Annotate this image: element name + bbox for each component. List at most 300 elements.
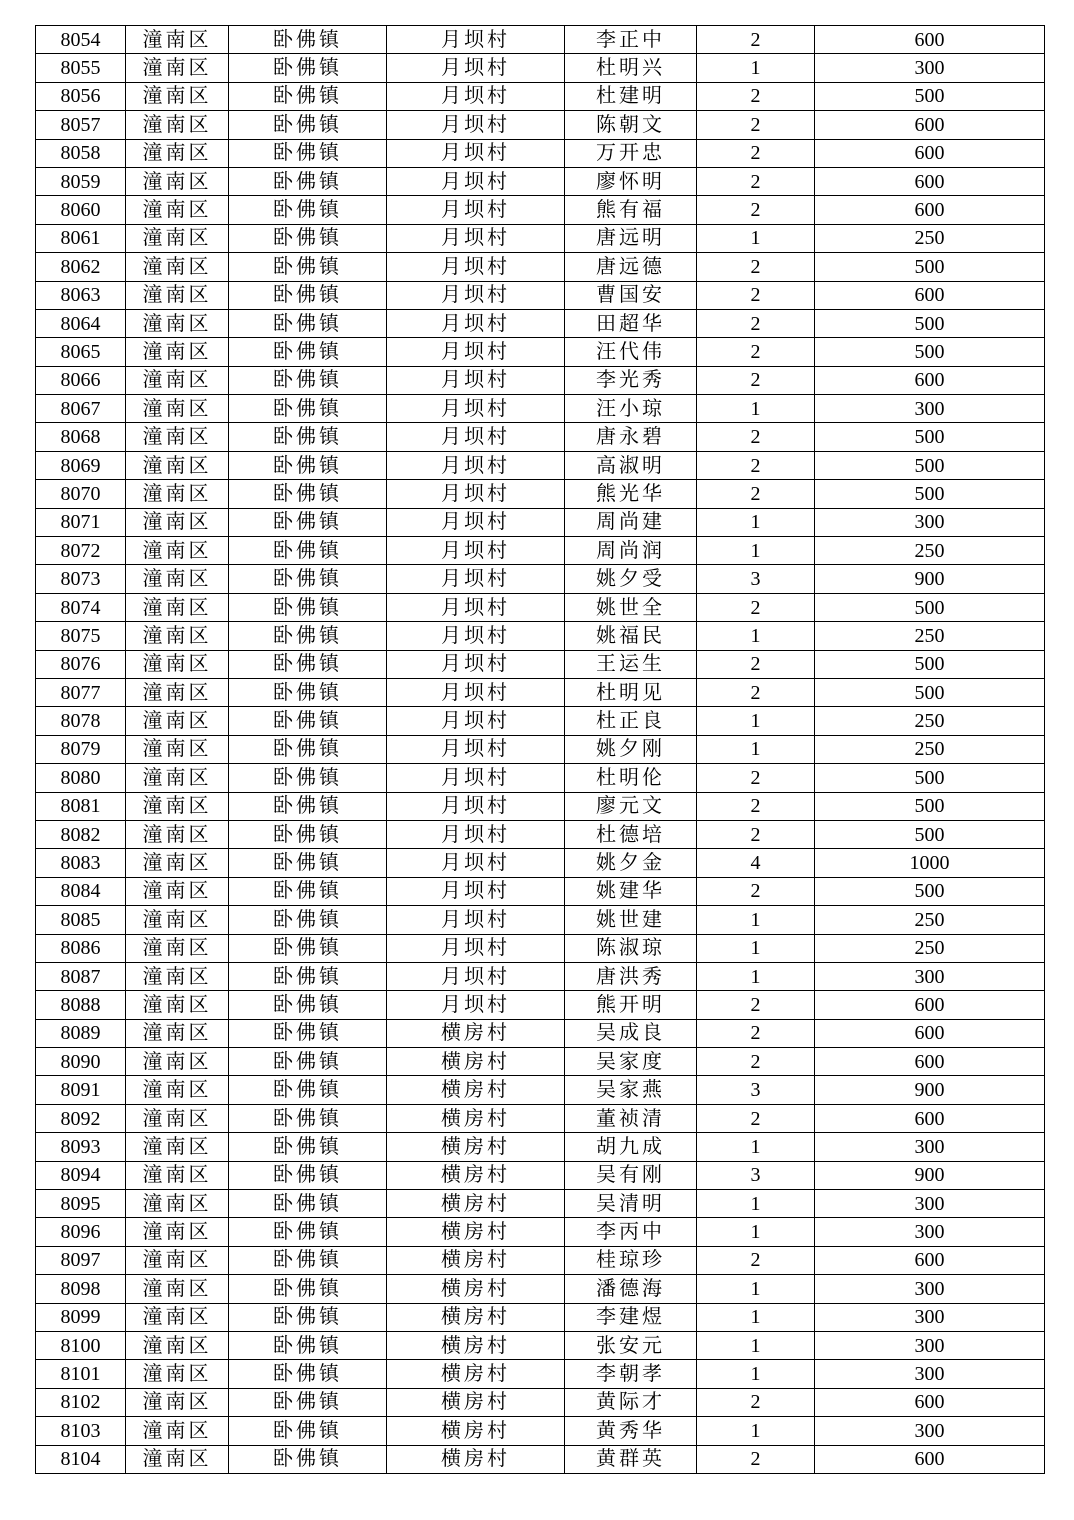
serial-number-cell: 8066 [36, 366, 126, 394]
town-cell: 卧佛镇 [229, 1190, 387, 1218]
town-cell: 卧佛镇 [229, 366, 387, 394]
amount-cell: 600 [815, 1019, 1045, 1047]
name-cell: 姚夕受 [565, 565, 697, 593]
name-cell: 姚世全 [565, 593, 697, 621]
name-cell: 陈朝文 [565, 111, 697, 139]
name-cell: 周尚建 [565, 508, 697, 536]
name-cell: 杜德培 [565, 820, 697, 848]
serial-number-cell: 8092 [36, 1104, 126, 1132]
household-count-cell: 1 [697, 1331, 815, 1359]
village-cell: 月坝村 [387, 167, 565, 195]
district-cell: 潼南区 [126, 934, 229, 962]
serial-number-cell: 8078 [36, 707, 126, 735]
serial-number-cell: 8067 [36, 395, 126, 423]
village-cell: 横房村 [387, 1104, 565, 1132]
name-cell: 吴清明 [565, 1190, 697, 1218]
table-row [36, 451, 1045, 479]
table-row [36, 991, 1045, 1019]
household-count-cell: 2 [697, 281, 815, 309]
district-cell: 潼南区 [126, 167, 229, 195]
table-row [36, 1303, 1045, 1331]
name-cell: 曹国安 [565, 281, 697, 309]
serial-number-cell: 8074 [36, 593, 126, 621]
household-count-cell: 1 [697, 962, 815, 990]
serial-number-cell: 8073 [36, 565, 126, 593]
village-cell: 横房村 [387, 1190, 565, 1218]
table-row [36, 735, 1045, 763]
table-row [36, 423, 1045, 451]
district-cell: 潼南区 [126, 338, 229, 366]
town-cell: 卧佛镇 [229, 395, 387, 423]
amount-cell: 600 [815, 1388, 1045, 1416]
table-row [36, 338, 1045, 366]
household-count-cell: 1 [697, 707, 815, 735]
serial-number-cell: 8056 [36, 82, 126, 110]
serial-number-cell: 8079 [36, 735, 126, 763]
household-count-cell: 2 [697, 1388, 815, 1416]
town-cell: 卧佛镇 [229, 281, 387, 309]
name-cell: 黄际才 [565, 1388, 697, 1416]
town-cell: 卧佛镇 [229, 1246, 387, 1274]
town-cell: 卧佛镇 [229, 1161, 387, 1189]
town-cell: 卧佛镇 [229, 849, 387, 877]
village-cell: 月坝村 [387, 253, 565, 281]
amount-cell: 500 [815, 82, 1045, 110]
table-row [36, 1275, 1045, 1303]
district-cell: 潼南区 [126, 366, 229, 394]
table-row [36, 224, 1045, 252]
town-cell: 卧佛镇 [229, 934, 387, 962]
amount-cell: 500 [815, 764, 1045, 792]
village-cell: 横房村 [387, 1048, 565, 1076]
name-cell: 姚福民 [565, 622, 697, 650]
table-row [36, 820, 1045, 848]
serial-number-cell: 8085 [36, 906, 126, 934]
district-cell: 潼南区 [126, 565, 229, 593]
serial-number-cell: 8061 [36, 224, 126, 252]
serial-number-cell: 8057 [36, 111, 126, 139]
table-row [36, 309, 1045, 337]
household-count-cell: 3 [697, 1161, 815, 1189]
name-cell: 田超华 [565, 309, 697, 337]
serial-number-cell: 8102 [36, 1388, 126, 1416]
serial-number-cell: 8076 [36, 650, 126, 678]
amount-cell: 500 [815, 593, 1045, 621]
household-count-cell: 1 [697, 735, 815, 763]
name-cell: 吴有刚 [565, 1161, 697, 1189]
serial-number-cell: 8082 [36, 820, 126, 848]
household-count-cell: 1 [697, 906, 815, 934]
town-cell: 卧佛镇 [229, 82, 387, 110]
district-cell: 潼南区 [126, 678, 229, 706]
table-row [36, 395, 1045, 423]
amount-cell: 300 [815, 1303, 1045, 1331]
name-cell: 姚世建 [565, 906, 697, 934]
name-cell: 李朝孝 [565, 1360, 697, 1388]
household-count-cell: 2 [697, 366, 815, 394]
district-cell: 潼南区 [126, 764, 229, 792]
table-row [36, 1417, 1045, 1445]
household-count-cell: 1 [697, 622, 815, 650]
town-cell: 卧佛镇 [229, 1218, 387, 1246]
serial-number-cell: 8091 [36, 1076, 126, 1104]
household-count-cell: 1 [697, 1190, 815, 1218]
name-cell: 唐洪秀 [565, 962, 697, 990]
household-count-cell: 2 [697, 338, 815, 366]
household-count-cell: 1 [697, 1417, 815, 1445]
amount-cell: 300 [815, 395, 1045, 423]
district-cell: 潼南区 [126, 480, 229, 508]
amount-cell: 1000 [815, 849, 1045, 877]
amount-cell: 500 [815, 253, 1045, 281]
table-row [36, 622, 1045, 650]
town-cell: 卧佛镇 [229, 1445, 387, 1473]
town-cell: 卧佛镇 [229, 139, 387, 167]
village-cell: 横房村 [387, 1246, 565, 1274]
table-row [36, 678, 1045, 706]
amount-cell: 500 [815, 820, 1045, 848]
district-cell: 潼南区 [126, 1388, 229, 1416]
village-cell: 月坝村 [387, 196, 565, 224]
village-cell: 横房村 [387, 1275, 565, 1303]
town-cell: 卧佛镇 [229, 1019, 387, 1047]
household-count-cell: 2 [697, 309, 815, 337]
amount-cell: 250 [815, 622, 1045, 650]
village-cell: 月坝村 [387, 309, 565, 337]
town-cell: 卧佛镇 [229, 224, 387, 252]
district-cell: 潼南区 [126, 224, 229, 252]
village-cell: 横房村 [387, 1417, 565, 1445]
serial-number-cell: 8094 [36, 1161, 126, 1189]
amount-cell: 500 [815, 338, 1045, 366]
town-cell: 卧佛镇 [229, 906, 387, 934]
district-cell: 潼南区 [126, 1331, 229, 1359]
household-count-cell: 2 [697, 820, 815, 848]
village-cell: 月坝村 [387, 622, 565, 650]
serial-number-cell: 8083 [36, 849, 126, 877]
amount-cell: 500 [815, 423, 1045, 451]
village-cell: 月坝村 [387, 962, 565, 990]
serial-number-cell: 8063 [36, 281, 126, 309]
table-row [36, 1445, 1045, 1473]
village-cell: 月坝村 [387, 508, 565, 536]
district-cell: 潼南区 [126, 26, 229, 54]
amount-cell: 300 [815, 1417, 1045, 1445]
name-cell: 李光秀 [565, 366, 697, 394]
table-row [36, 906, 1045, 934]
district-cell: 潼南区 [126, 508, 229, 536]
village-cell: 月坝村 [387, 480, 565, 508]
table-row [36, 764, 1045, 792]
village-cell: 横房村 [387, 1445, 565, 1473]
household-count-cell: 2 [697, 451, 815, 479]
serial-number-cell: 8101 [36, 1360, 126, 1388]
district-cell: 潼南区 [126, 650, 229, 678]
household-count-cell: 2 [697, 764, 815, 792]
town-cell: 卧佛镇 [229, 54, 387, 82]
serial-number-cell: 8090 [36, 1048, 126, 1076]
household-count-cell: 1 [697, 1133, 815, 1161]
amount-cell: 600 [815, 281, 1045, 309]
household-count-cell: 1 [697, 537, 815, 565]
district-cell: 潼南区 [126, 820, 229, 848]
district-cell: 潼南区 [126, 54, 229, 82]
village-cell: 月坝村 [387, 877, 565, 905]
name-cell: 熊光华 [565, 480, 697, 508]
household-count-cell: 2 [697, 82, 815, 110]
household-count-cell: 2 [697, 991, 815, 1019]
amount-cell: 500 [815, 792, 1045, 820]
serial-number-cell: 8070 [36, 480, 126, 508]
serial-number-cell: 8059 [36, 167, 126, 195]
district-cell: 潼南区 [126, 1445, 229, 1473]
name-cell: 万开忠 [565, 139, 697, 167]
town-cell: 卧佛镇 [229, 820, 387, 848]
town-cell: 卧佛镇 [229, 593, 387, 621]
amount-cell: 300 [815, 1331, 1045, 1359]
name-cell: 李建煜 [565, 1303, 697, 1331]
town-cell: 卧佛镇 [229, 1417, 387, 1445]
serial-number-cell: 8099 [36, 1303, 126, 1331]
town-cell: 卧佛镇 [229, 1360, 387, 1388]
district-cell: 潼南区 [126, 991, 229, 1019]
household-count-cell: 2 [697, 26, 815, 54]
name-cell: 李正中 [565, 26, 697, 54]
serial-number-cell: 8093 [36, 1133, 126, 1161]
village-cell: 月坝村 [387, 906, 565, 934]
serial-number-cell: 8054 [36, 26, 126, 54]
household-count-cell: 2 [697, 1019, 815, 1047]
amount-cell: 250 [815, 735, 1045, 763]
serial-number-cell: 8060 [36, 196, 126, 224]
village-cell: 月坝村 [387, 224, 565, 252]
district-cell: 潼南区 [126, 1019, 229, 1047]
name-cell: 唐远明 [565, 224, 697, 252]
serial-number-cell: 8096 [36, 1218, 126, 1246]
household-count-cell: 2 [697, 877, 815, 905]
town-cell: 卧佛镇 [229, 480, 387, 508]
serial-number-cell: 8100 [36, 1331, 126, 1359]
serial-number-cell: 8103 [36, 1417, 126, 1445]
district-cell: 潼南区 [126, 906, 229, 934]
town-cell: 卧佛镇 [229, 167, 387, 195]
table-row [36, 1360, 1045, 1388]
name-cell: 胡九成 [565, 1133, 697, 1161]
village-cell: 横房村 [387, 1331, 565, 1359]
village-cell: 横房村 [387, 1133, 565, 1161]
table-row [36, 593, 1045, 621]
name-cell: 吴成良 [565, 1019, 697, 1047]
name-cell: 熊有福 [565, 196, 697, 224]
household-count-cell: 3 [697, 565, 815, 593]
amount-cell: 600 [815, 366, 1045, 394]
table-row [36, 111, 1045, 139]
town-cell: 卧佛镇 [229, 1076, 387, 1104]
serial-number-cell: 8077 [36, 678, 126, 706]
table-row [36, 877, 1045, 905]
name-cell: 王运生 [565, 650, 697, 678]
village-cell: 月坝村 [387, 395, 565, 423]
table-row [36, 82, 1045, 110]
village-cell: 横房村 [387, 1303, 565, 1331]
town-cell: 卧佛镇 [229, 451, 387, 479]
town-cell: 卧佛镇 [229, 1133, 387, 1161]
village-cell: 月坝村 [387, 366, 565, 394]
village-cell: 月坝村 [387, 593, 565, 621]
household-count-cell: 1 [697, 1360, 815, 1388]
table-row [36, 1331, 1045, 1359]
amount-cell: 250 [815, 537, 1045, 565]
town-cell: 卧佛镇 [229, 1388, 387, 1416]
town-cell: 卧佛镇 [229, 962, 387, 990]
town-cell: 卧佛镇 [229, 1104, 387, 1132]
table-row [36, 366, 1045, 394]
amount-cell: 600 [815, 1104, 1045, 1132]
district-cell: 潼南区 [126, 537, 229, 565]
district-cell: 潼南区 [126, 1417, 229, 1445]
household-count-cell: 2 [697, 196, 815, 224]
district-cell: 潼南区 [126, 281, 229, 309]
name-cell: 汪小琼 [565, 395, 697, 423]
name-cell: 李丙中 [565, 1218, 697, 1246]
table-row [36, 253, 1045, 281]
table-row [36, 1388, 1045, 1416]
household-count-cell: 2 [697, 111, 815, 139]
village-cell: 月坝村 [387, 565, 565, 593]
village-cell: 月坝村 [387, 26, 565, 54]
amount-cell: 300 [815, 54, 1045, 82]
household-count-cell: 2 [697, 423, 815, 451]
serial-number-cell: 8095 [36, 1190, 126, 1218]
amount-cell: 300 [815, 508, 1045, 536]
household-count-cell: 2 [697, 1104, 815, 1132]
village-cell: 月坝村 [387, 423, 565, 451]
district-cell: 潼南区 [126, 253, 229, 281]
village-cell: 月坝村 [387, 991, 565, 1019]
serial-number-cell: 8080 [36, 764, 126, 792]
amount-cell: 300 [815, 1360, 1045, 1388]
village-cell: 月坝村 [387, 849, 565, 877]
town-cell: 卧佛镇 [229, 253, 387, 281]
town-cell: 卧佛镇 [229, 792, 387, 820]
table-row [36, 508, 1045, 536]
name-cell: 吴家度 [565, 1048, 697, 1076]
town-cell: 卧佛镇 [229, 650, 387, 678]
amount-cell: 300 [815, 1133, 1045, 1161]
district-cell: 潼南区 [126, 196, 229, 224]
amount-cell: 300 [815, 1218, 1045, 1246]
village-cell: 月坝村 [387, 111, 565, 139]
table-row [36, 54, 1045, 82]
household-count-cell: 1 [697, 1275, 815, 1303]
amount-cell: 900 [815, 1076, 1045, 1104]
name-cell: 姚建华 [565, 877, 697, 905]
table-row [36, 1104, 1045, 1132]
town-cell: 卧佛镇 [229, 196, 387, 224]
amount-cell: 500 [815, 480, 1045, 508]
town-cell: 卧佛镇 [229, 111, 387, 139]
name-cell: 吴家燕 [565, 1076, 697, 1104]
name-cell: 陈淑琼 [565, 934, 697, 962]
table-row [36, 1218, 1045, 1246]
town-cell: 卧佛镇 [229, 991, 387, 1019]
table-row [36, 565, 1045, 593]
name-cell: 杜明兴 [565, 54, 697, 82]
amount-cell: 900 [815, 565, 1045, 593]
amount-cell: 500 [815, 678, 1045, 706]
amount-cell: 900 [815, 1161, 1045, 1189]
table-row [36, 139, 1045, 167]
village-cell: 月坝村 [387, 820, 565, 848]
district-cell: 潼南区 [126, 1246, 229, 1274]
village-cell: 月坝村 [387, 451, 565, 479]
name-cell: 姚夕金 [565, 849, 697, 877]
household-count-cell: 3 [697, 1076, 815, 1104]
town-cell: 卧佛镇 [229, 707, 387, 735]
amount-cell: 600 [815, 26, 1045, 54]
town-cell: 卧佛镇 [229, 678, 387, 706]
amount-cell: 250 [815, 707, 1045, 735]
village-cell: 月坝村 [387, 281, 565, 309]
household-count-cell: 4 [697, 849, 815, 877]
table-row [36, 1161, 1045, 1189]
table-row [36, 1246, 1045, 1274]
name-cell: 周尚润 [565, 537, 697, 565]
district-cell: 潼南区 [126, 1218, 229, 1246]
name-cell: 杜明见 [565, 678, 697, 706]
district-cell: 潼南区 [126, 111, 229, 139]
village-cell: 月坝村 [387, 54, 565, 82]
serial-number-cell: 8071 [36, 508, 126, 536]
district-cell: 潼南区 [126, 1133, 229, 1161]
household-count-cell: 1 [697, 54, 815, 82]
table-row [36, 167, 1045, 195]
village-cell: 横房村 [387, 1218, 565, 1246]
district-cell: 潼南区 [126, 1048, 229, 1076]
district-cell: 潼南区 [126, 1360, 229, 1388]
table-row [36, 480, 1045, 508]
district-cell: 潼南区 [126, 395, 229, 423]
name-cell: 杜明伦 [565, 764, 697, 792]
table-row [36, 962, 1045, 990]
household-count-cell: 2 [697, 253, 815, 281]
village-cell: 横房村 [387, 1019, 565, 1047]
serial-number-cell: 8068 [36, 423, 126, 451]
amount-cell: 250 [815, 224, 1045, 252]
district-cell: 潼南区 [126, 1161, 229, 1189]
amount-cell: 250 [815, 906, 1045, 934]
table-row [36, 537, 1045, 565]
town-cell: 卧佛镇 [229, 309, 387, 337]
town-cell: 卧佛镇 [229, 1331, 387, 1359]
household-count-cell: 2 [697, 167, 815, 195]
serial-number-cell: 8064 [36, 309, 126, 337]
village-cell: 月坝村 [387, 934, 565, 962]
town-cell: 卧佛镇 [229, 877, 387, 905]
household-count-cell: 2 [697, 1048, 815, 1076]
amount-cell: 500 [815, 650, 1045, 678]
district-cell: 潼南区 [126, 877, 229, 905]
household-count-cell: 1 [697, 395, 815, 423]
household-count-cell: 2 [697, 650, 815, 678]
table-row [36, 26, 1045, 54]
village-cell: 月坝村 [387, 707, 565, 735]
table-row [36, 1048, 1045, 1076]
serial-number-cell: 8098 [36, 1275, 126, 1303]
district-cell: 潼南区 [126, 423, 229, 451]
village-cell: 横房村 [387, 1360, 565, 1388]
name-cell: 杜正良 [565, 707, 697, 735]
